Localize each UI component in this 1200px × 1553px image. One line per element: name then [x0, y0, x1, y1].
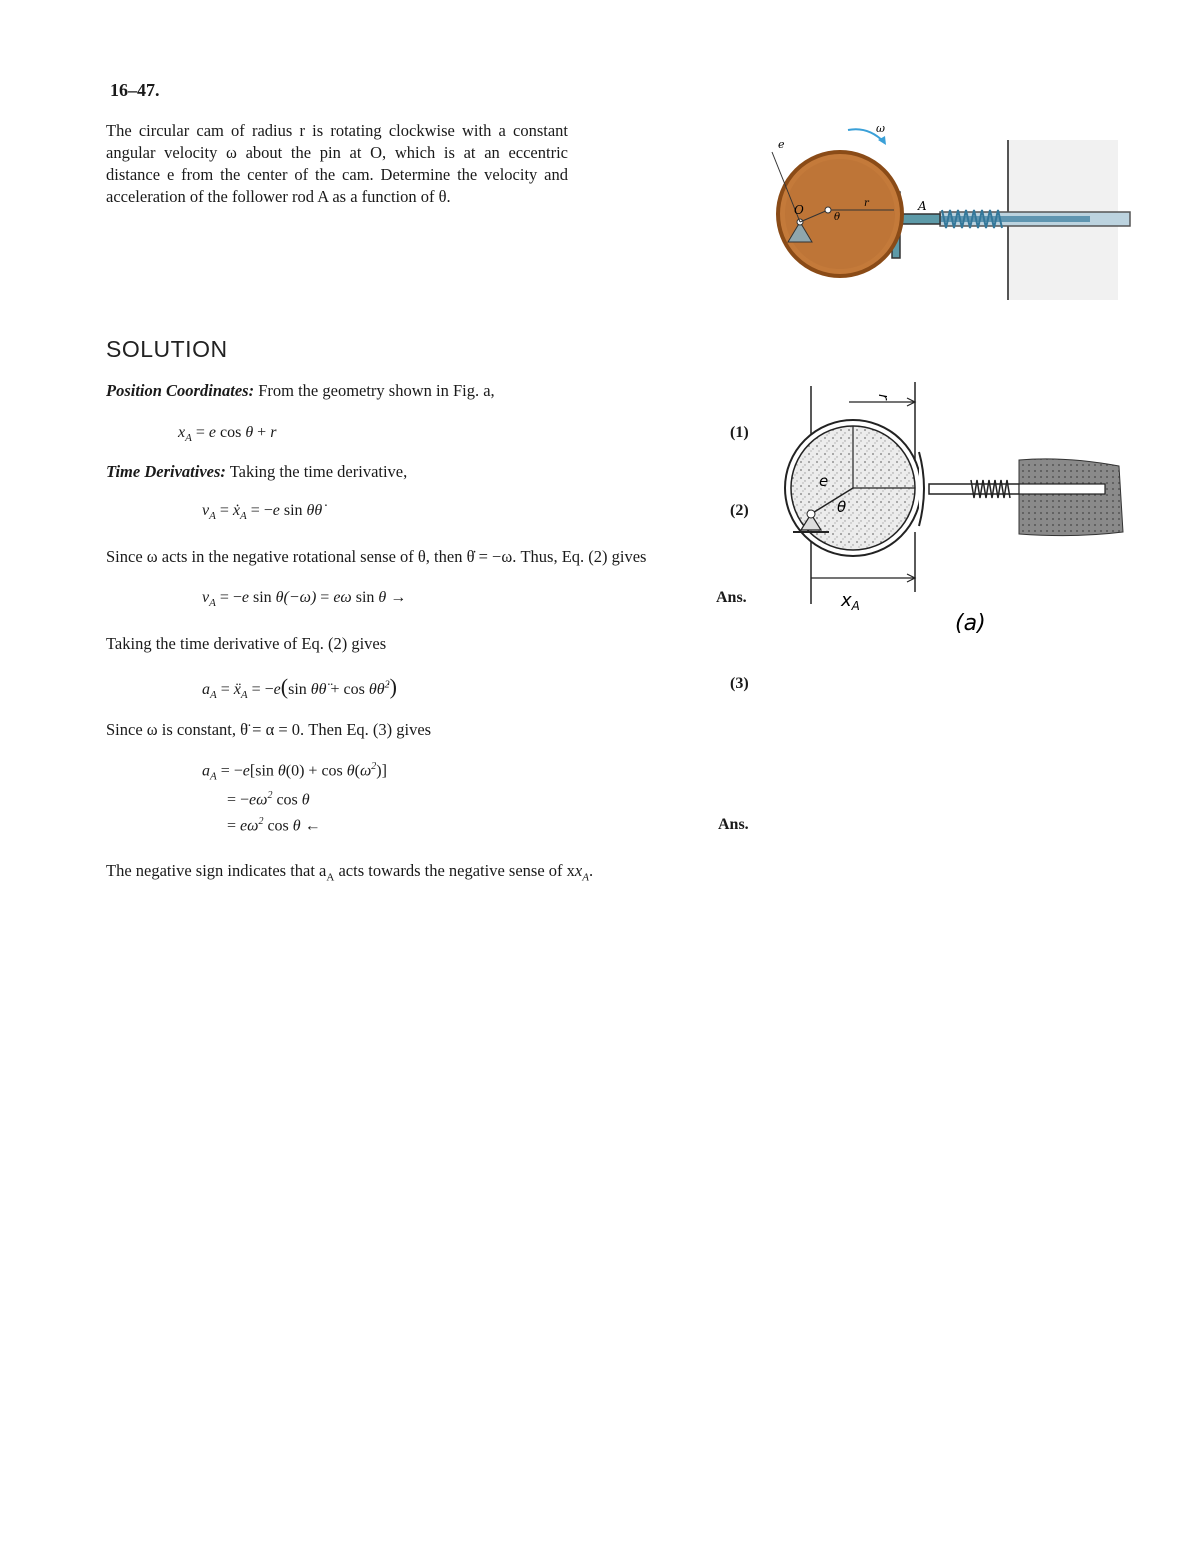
acceleration-ans-label: Ans.: [718, 816, 749, 833]
position-text: From the geometry shown in Fig. a,: [254, 381, 495, 400]
acceleration-line-2: = $-e\omega^2$ cos θ: [227, 790, 310, 809]
final-note: The negative sign indicates that $a_A$ acts towards the negative sense of $xx_A$.: [106, 861, 594, 884]
equation-1-number: (1): [730, 424, 749, 441]
A-label: A: [918, 199, 927, 213]
e-label: e: [778, 138, 785, 151]
velocity-answer: $v_A = -e$ sin θ(−ω) = eω sin θ →: [202, 589, 407, 610]
time-lead: Time Derivatives:: [106, 462, 226, 481]
omega-label: ω: [876, 122, 885, 135]
position-lead: Position Coordinates:: [106, 381, 255, 400]
problem-number: 16–47.: [110, 80, 160, 100]
time-text: Taking the time derivative,: [225, 462, 408, 481]
final-sub: A: [326, 871, 335, 884]
fig-a-xA-label: $x_A$: [841, 590, 860, 613]
position-paragraph: [106, 381, 495, 401]
solution-heading: SOLUTION: [106, 336, 228, 362]
figure-a: [775, 372, 1135, 637]
cam-figure: [760, 118, 1150, 308]
since-constant-paragraph: Since ω is constant, θ̈ = α = 0. Then Eq. (3) gives: [106, 720, 432, 739]
equation-2-number: (2): [730, 502, 749, 519]
velocity-ans-label: Ans.: [716, 589, 747, 606]
fig-a-e-label: e: [819, 472, 829, 490]
acceleration-line-1: $a_A = -e[\sin$ $\theta(0) + \cos \theta(\omega^2)$]: [202, 761, 387, 783]
final-end: .: [588, 861, 594, 880]
equation-3-number: (3): [730, 675, 749, 692]
time-derivative-paragraph: [106, 462, 407, 482]
r-label: r: [864, 198, 869, 209]
final-text: The negative sign indicates that a: [106, 861, 327, 880]
problem-statement: The circular cam of radius r is rotating clockwise with a constant angular velocity ω about the pin at O, which is at an eccentric distance e from the center of the cam. Determine the velocity and acceleration of the follower rod A as a function of θ.: [106, 121, 568, 206]
theta-label: θ: [834, 212, 841, 223]
equation-2: $v_A$ = ẋ$_A$ = −e sin θθ̇: [202, 502, 323, 523]
equation-1: $x_A = e$ cos θ + r: [178, 424, 277, 445]
O-label: O: [794, 203, 804, 217]
fig-a-theta-label: θ: [837, 498, 847, 516]
taking-derivative-paragraph: Taking the time derivative of Eq. (2) gives: [106, 634, 387, 653]
acceleration-line-3: = $e\omega^2$ cos θ ←: [227, 816, 321, 835]
fig-a-r-label: r: [875, 394, 891, 400]
equation-3: $a_A$ = ẍ$_A$ = −e(sin θθ̈ + cos θθ̇$^2$): [202, 674, 397, 702]
final-tail: acts towards the negative sense of x: [334, 861, 575, 880]
fig-a-caption: (a): [955, 611, 986, 636]
since-omega-paragraph: Since ω acts in the negative rotational sense of θ, then θ̇ = −ω. Thus, Eq. (2) gives: [106, 547, 647, 566]
